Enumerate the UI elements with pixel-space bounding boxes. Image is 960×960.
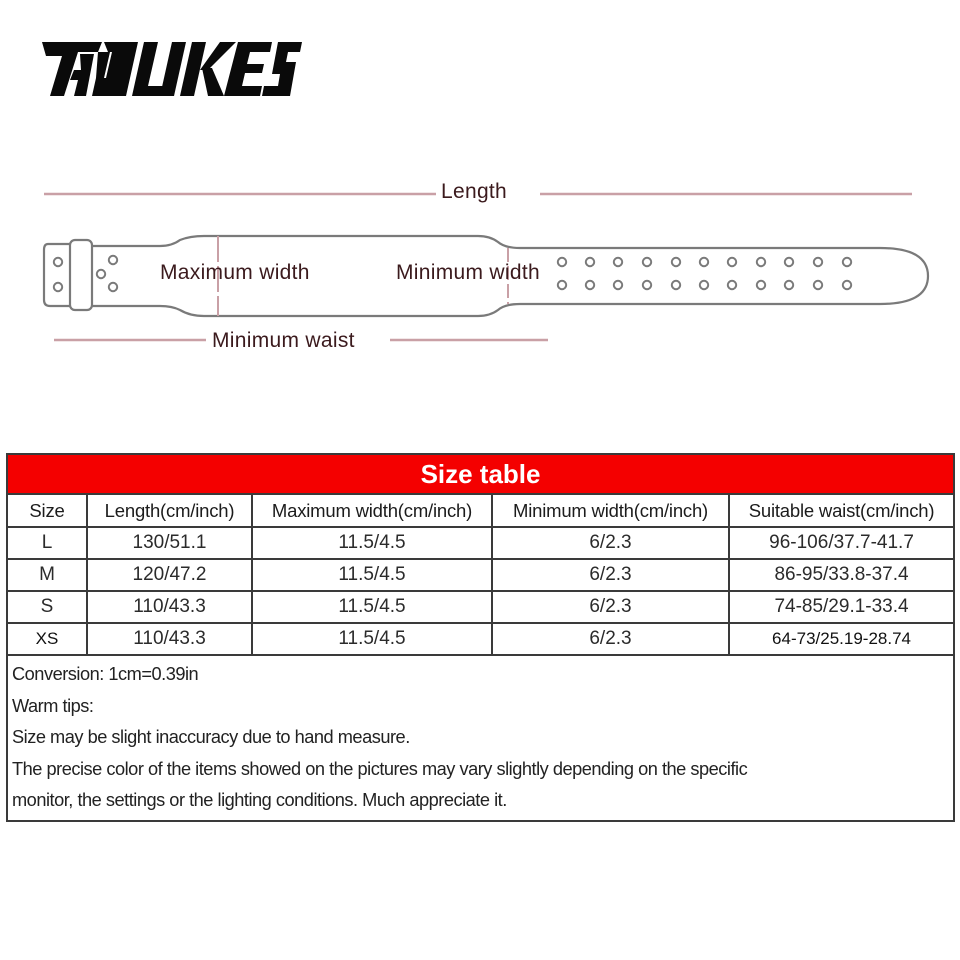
minimum-width-label: Minimum width xyxy=(396,261,540,284)
column-header-suitable-waist: Suitable waist(cm/inch) xyxy=(729,494,954,527)
table-row xyxy=(7,591,954,623)
cell-length: 130/51.1 xyxy=(87,527,252,559)
color-note-line-1: The precise color of the items showed on the pictures may vary slightly depending on the specific xyxy=(12,757,748,779)
cell-suitable-waist: 86-95/33.8-37.4 xyxy=(729,559,954,591)
aolikes-logo-icon xyxy=(40,30,305,105)
column-header-length: Length(cm/inch) xyxy=(87,494,252,527)
cell-minimum-width: 6/2.3 xyxy=(492,591,729,623)
size-table-notes xyxy=(7,655,954,821)
table-row xyxy=(7,559,954,591)
size-table-title: Size table xyxy=(7,454,954,494)
table-row xyxy=(7,623,954,655)
color-note-line-2: monitor, the settings or the lighting conditions. Much appreciate it. xyxy=(12,789,507,810)
table-row xyxy=(7,527,954,559)
cell-suitable-waist: 96-106/37.7-41.7 xyxy=(729,527,954,559)
size-table-notes-row xyxy=(7,655,954,821)
cell-minimum-width: 6/2.3 xyxy=(492,623,729,655)
size-table xyxy=(6,453,955,822)
column-header-minimum-width: Minimum width(cm/inch) xyxy=(492,494,729,527)
column-header-size: Size xyxy=(7,494,87,527)
cell-size: L xyxy=(7,527,87,559)
cell-length: 120/47.2 xyxy=(87,559,252,591)
cell-length: 110/43.3 xyxy=(87,591,252,623)
belt-size-diagram xyxy=(0,160,960,370)
measurement-note: Size may be slight inaccuracy due to hand measure. xyxy=(12,726,410,747)
cell-maximum-width: 11.5/4.5 xyxy=(252,623,492,655)
length-label: Length xyxy=(441,180,508,203)
cell-minimum-width: 6/2.3 xyxy=(492,527,729,559)
minimum-waist-label: Minimum waist xyxy=(212,329,355,352)
cell-size: XS xyxy=(7,623,87,655)
cell-suitable-waist: 64-73/25.19-28.74 xyxy=(729,623,954,655)
cell-maximum-width: 11.5/4.5 xyxy=(252,591,492,623)
maximum-width-label: Maximum width xyxy=(160,261,310,284)
cell-minimum-width: 6/2.3 xyxy=(492,559,729,591)
conversion-note: Conversion: 1cm=0.39in xyxy=(12,663,199,684)
cell-maximum-width: 11.5/4.5 xyxy=(252,559,492,591)
size-table-header-row xyxy=(7,494,954,527)
cell-suitable-waist: 74-85/29.1-33.4 xyxy=(729,591,954,623)
size-table-title-row xyxy=(7,454,954,494)
size-table-section xyxy=(6,453,953,822)
cell-length: 110/43.3 xyxy=(87,623,252,655)
cell-size: M xyxy=(7,559,87,591)
cell-size: S xyxy=(7,591,87,623)
warm-tips-heading: Warm tips: xyxy=(12,694,94,716)
cell-maximum-width: 11.5/4.5 xyxy=(252,527,492,559)
brand-logo xyxy=(40,30,305,105)
column-header-maximum-width: Maximum width(cm/inch) xyxy=(252,494,492,527)
